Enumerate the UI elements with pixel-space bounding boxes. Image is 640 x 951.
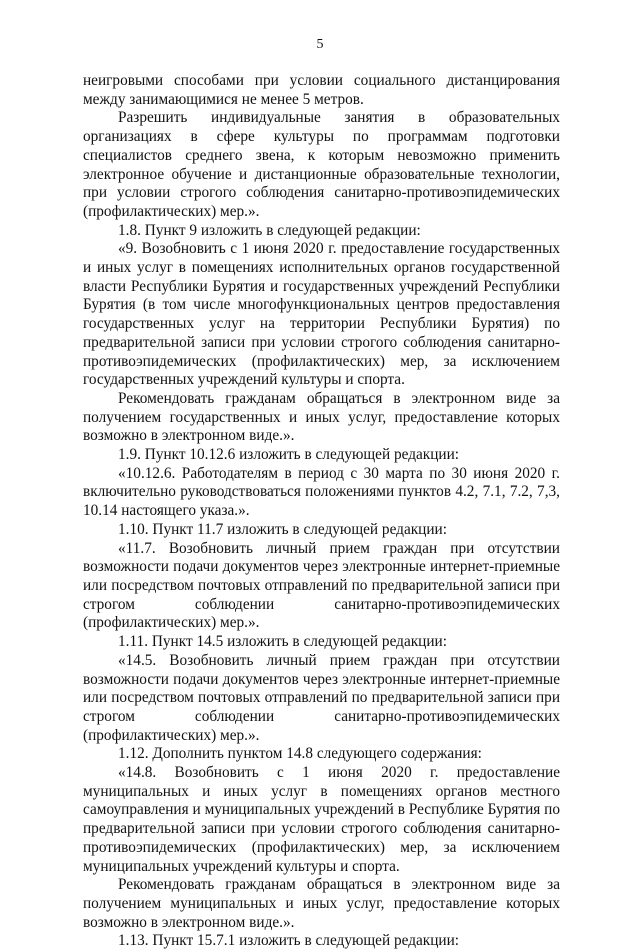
paragraph: «14.8. Возобновить с 1 июня 2020 г. предоставление муниципальных и иных услуг в помещениях органов местного самоуправления и муниципальных учреждений в Республике Бурятия по предварительной записи при условии строгого соблюдения санитарно-противоэпидемических (профилактических) мер, за исключением муниципальных учреждений культуры и спорта. bbox=[83, 764, 560, 875]
paragraph: Рекомендовать гражданам обращаться в электронном виде за получением государственных и иных услуг, предоставление которых возможно в электронном виде.». bbox=[83, 389, 560, 445]
paragraph: Рекомендовать гражданам обращаться в электронном виде за получением муниципальных и иных услуг, предоставление которых возможно в электронном виде.». bbox=[83, 876, 560, 931]
paragraph: неигровыми способами при условии социального дистанцирования между занимающимися не менее 5 метров. bbox=[83, 72, 560, 108]
paragraph: 1.11. Пункт 14.5 изложить в следующей редакции: bbox=[118, 633, 447, 651]
paragraph: 1.10. Пункт 11.7 изложить в следующей редакции: bbox=[118, 520, 447, 538]
paragraph: «14.5. Возобновить личный прием граждан при отсутствии возможности подачи документов через электронные интернет-приемные или посредством почтовых отправлений по предварительной записи при строгом соблюдении санитарно-противоэпидемических (профилактических) мер.». bbox=[83, 651, 560, 744]
paragraph: 1.8. Пункт 9 изложить в следующей редакции: bbox=[118, 221, 421, 239]
paragraph: 1.9. Пункт 10.12.6 изложить в следующей редакции: bbox=[118, 446, 460, 464]
document-body bbox=[83, 72, 560, 951]
page-number: 5 bbox=[316, 37, 324, 52]
paragraph: 1.12. Дополнить пунктом 14.8 следующего содержания: bbox=[118, 745, 482, 763]
paragraph: «10.12.6. Работодателям в период с 30 марта по 30 июня 2020 г. включительно руководствоваться положениями пунктов 4.2, 7.1, 7.2, 7,3, 10.14 настоящего указа.». bbox=[83, 464, 560, 520]
paragraph: Разрешить индивидуальные занятия в образовательных организациях в сфере культуры по программам подготовки специалистов среднего звена, к которым невозможно применить электронное обучение и дистанционные образовательные технологии, при условии строгого соблюдения санитарно-противоэпидемических (профилактических) мер.». bbox=[83, 109, 560, 220]
paragraph: 1.13. Пункт 15.7.1 изложить в следующей редакции: bbox=[118, 932, 460, 950]
paragraph: «11.7. Возобновить личный прием граждан при отсутствии возможности подачи документов через электронные интернет-приемные или посредством почтовых отправлений по предварительной записи при строгом соблюдении санитарно-противоэпидемических (профилактических) мер.». bbox=[83, 539, 560, 632]
paragraph: «9. Возобновить с 1 июня 2020 г. предоставление государственных и иных услуг в помещениях исполнительных органов государственной власти Республики Бурятия и государственных учреждений Республики Бурятия (в том числе многофункциональных центров предоставления государственных услуг на территории Республики Бурятия) по предварительной записи при условии строгого соблюдения санитарно-противоэпидемических (профилактических) мер, за исключением государственных учреждений культуры и спорта. bbox=[83, 240, 560, 389]
